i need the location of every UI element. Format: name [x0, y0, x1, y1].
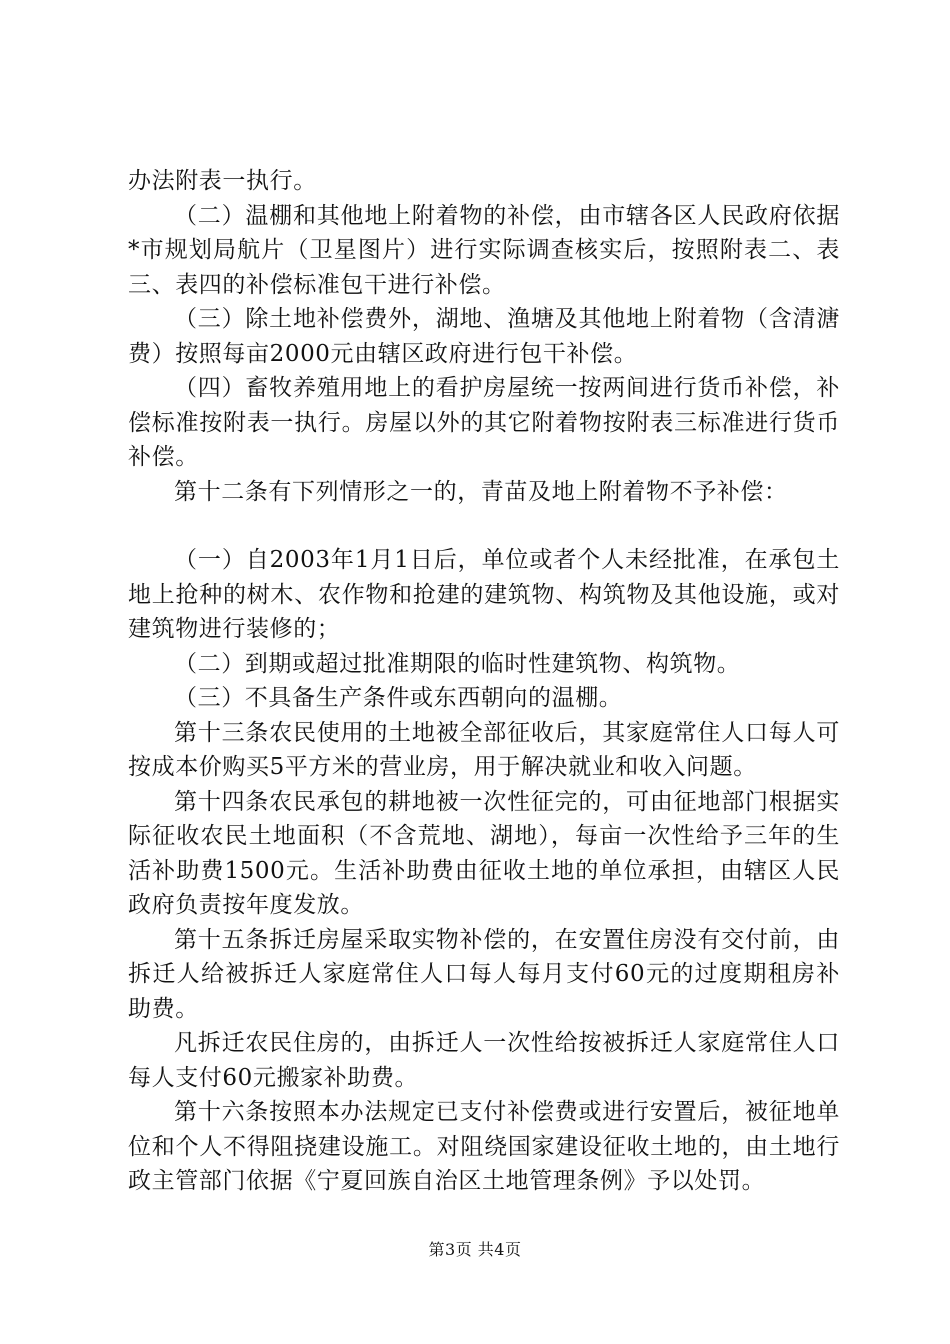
paragraph-item-3-lake-fishpond: （三）除土地补偿费外，湖地、渔塘及其他地上附着物（含清溏费）按照每亩2000元由辖区政府进行包干补偿。 — [128, 306, 840, 367]
page-number-footer: 第3页 共4页 — [428, 1240, 522, 1259]
paragraph-article-12-item-3: （三）不具备生产条件或东西朝向的温棚。 — [174, 685, 623, 711]
paragraph-article-12: 第十二条有下列情形之一的，青苗及地上附着物不予补偿： — [174, 478, 788, 505]
paragraph-item-4-livestock: （四）畜牧养殖用地上的看护房屋统一按两间进行货币补偿，补偿标准按附表一执行。房屋以外的其它附着物按附表三标准进行货币补偿。 — [128, 375, 840, 470]
paragraph-article-14: 第十四条农民承包的耕地被一次性征完的，可由征地部门根据实际征收农民土地面积（不含荒地、湖地），每亩一次性给予三年的生活补助费1500元。生活补助费由征收土地的单位承担，由辖区人民政府负责按年度发放。 — [128, 788, 840, 918]
paragraph-article-13: 第十三条农民使用的土地被全部征收后，其家庭常住人口每人可按成本价购买5平方米的营业房，用于解决就业和收入问题。 — [128, 719, 840, 780]
paragraph-article-12-item-2: （二）到期或超过批准期限的临时性建筑物、构筑物。 — [174, 650, 741, 677]
paragraph-item-2-greenhouse: （二）温棚和其他地上附着物的补偿，由市辖各区人民政府依据*市规划局航片（卫星图片）进行实际调查核实后，按照附表二、表三、表四的补偿标准包干进行补偿。 — [128, 202, 840, 298]
paragraph-article-12-item-1: （一）自2003年1月1日后，单位或者个人未经批准，在承包土地上抢种的树木、农作物和抢建的建筑物、构筑物及其他设施，或对建筑物进行装修的； — [128, 547, 840, 642]
paragraph-continuation: 办法附表一执行。 — [128, 168, 317, 194]
paragraph-article-15: 第十五条拆迁房屋采取实物补偿的，在安置住房没有交付前，由拆迁人给被拆迁人家庭常住人口每人每月支付60元的过度期租房补助费。 — [128, 926, 840, 1022]
paragraph-article-15-moving-subsidy: 凡拆迁农民住房的，由拆迁人一次性给按被拆迁人家庭常住人口每人支付60元搬家补助费。 — [128, 1030, 840, 1091]
paragraph-article-16: 第十六条按照本办法规定已支付补偿费或进行安置后，被征地单位和个人不得阻挠建设施工。对阻绕国家建设征收土地的，由土地行政主管部门依据《宁夏回族自治区土地管理条例》予以处罚。 — [128, 1099, 840, 1194]
document-body — [128, 164, 840, 1199]
